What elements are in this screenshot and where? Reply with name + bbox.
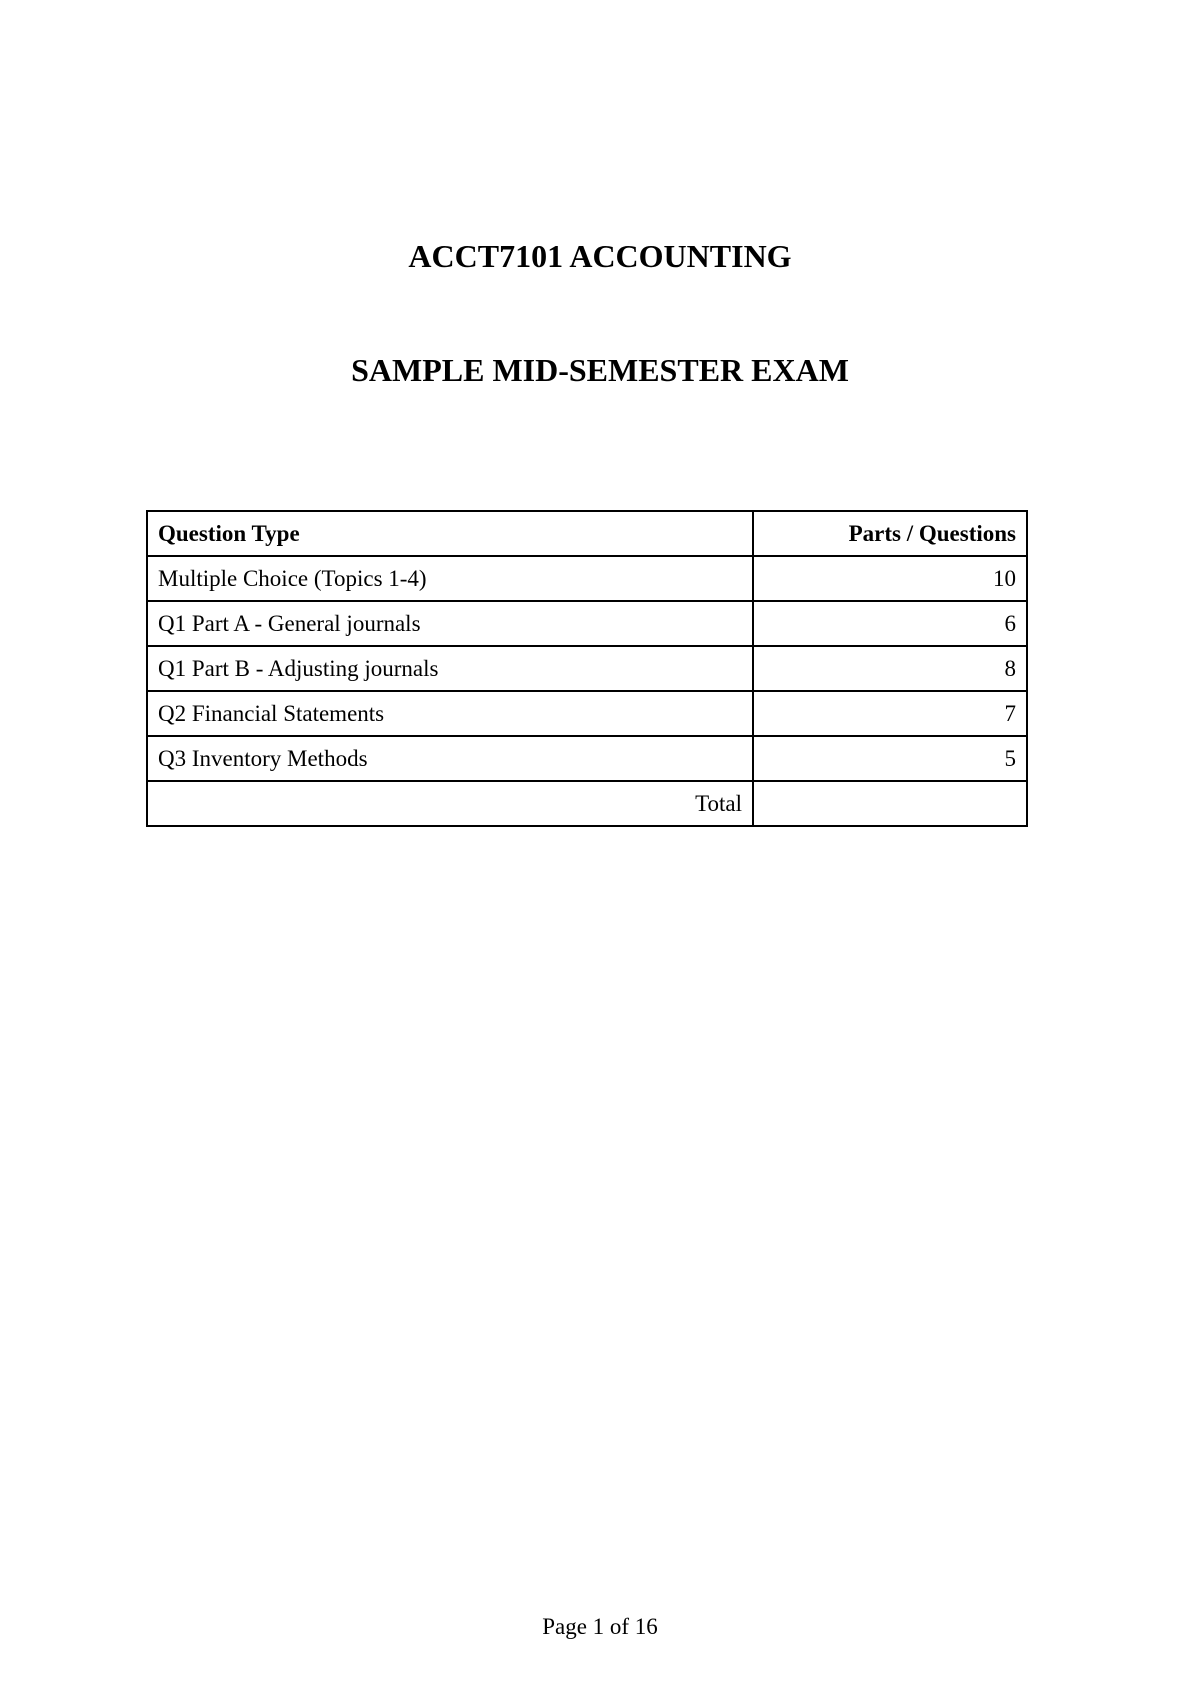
header-parts-questions: Parts / Questions: [753, 511, 1027, 556]
question-count-cell: 7: [753, 691, 1027, 736]
question-count-cell: 10: [753, 556, 1027, 601]
question-count-cell: 8: [753, 646, 1027, 691]
table-row: [147, 601, 1027, 646]
total-value-cell: [753, 781, 1027, 826]
page-number: Page 1 of 16: [542, 1614, 658, 1639]
question-count-cell: 5: [753, 736, 1027, 781]
question-type-cell: Multiple Choice (Topics 1-4): [147, 556, 753, 601]
table-row: [147, 556, 1027, 601]
header-question-type: Question Type: [147, 511, 753, 556]
question-summary-table: [146, 510, 1028, 827]
question-type-cell: Q1 Part B - Adjusting journals: [147, 646, 753, 691]
question-type-cell: Q3 Inventory Methods: [147, 736, 753, 781]
question-type-cell: Q1 Part A - General journals: [147, 601, 753, 646]
table-row: [147, 691, 1027, 736]
table-total-row: [147, 781, 1027, 826]
total-label-cell: Total: [147, 781, 753, 826]
course-title: ACCT7101 ACCOUNTING: [408, 238, 792, 274]
table-row: [147, 646, 1027, 691]
table-header-row: [147, 511, 1027, 556]
table-row: [147, 736, 1027, 781]
question-count-cell: 6: [753, 601, 1027, 646]
exam-title: SAMPLE MID-SEMESTER EXAM: [351, 352, 849, 388]
question-type-cell: Q2 Financial Statements: [147, 691, 753, 736]
